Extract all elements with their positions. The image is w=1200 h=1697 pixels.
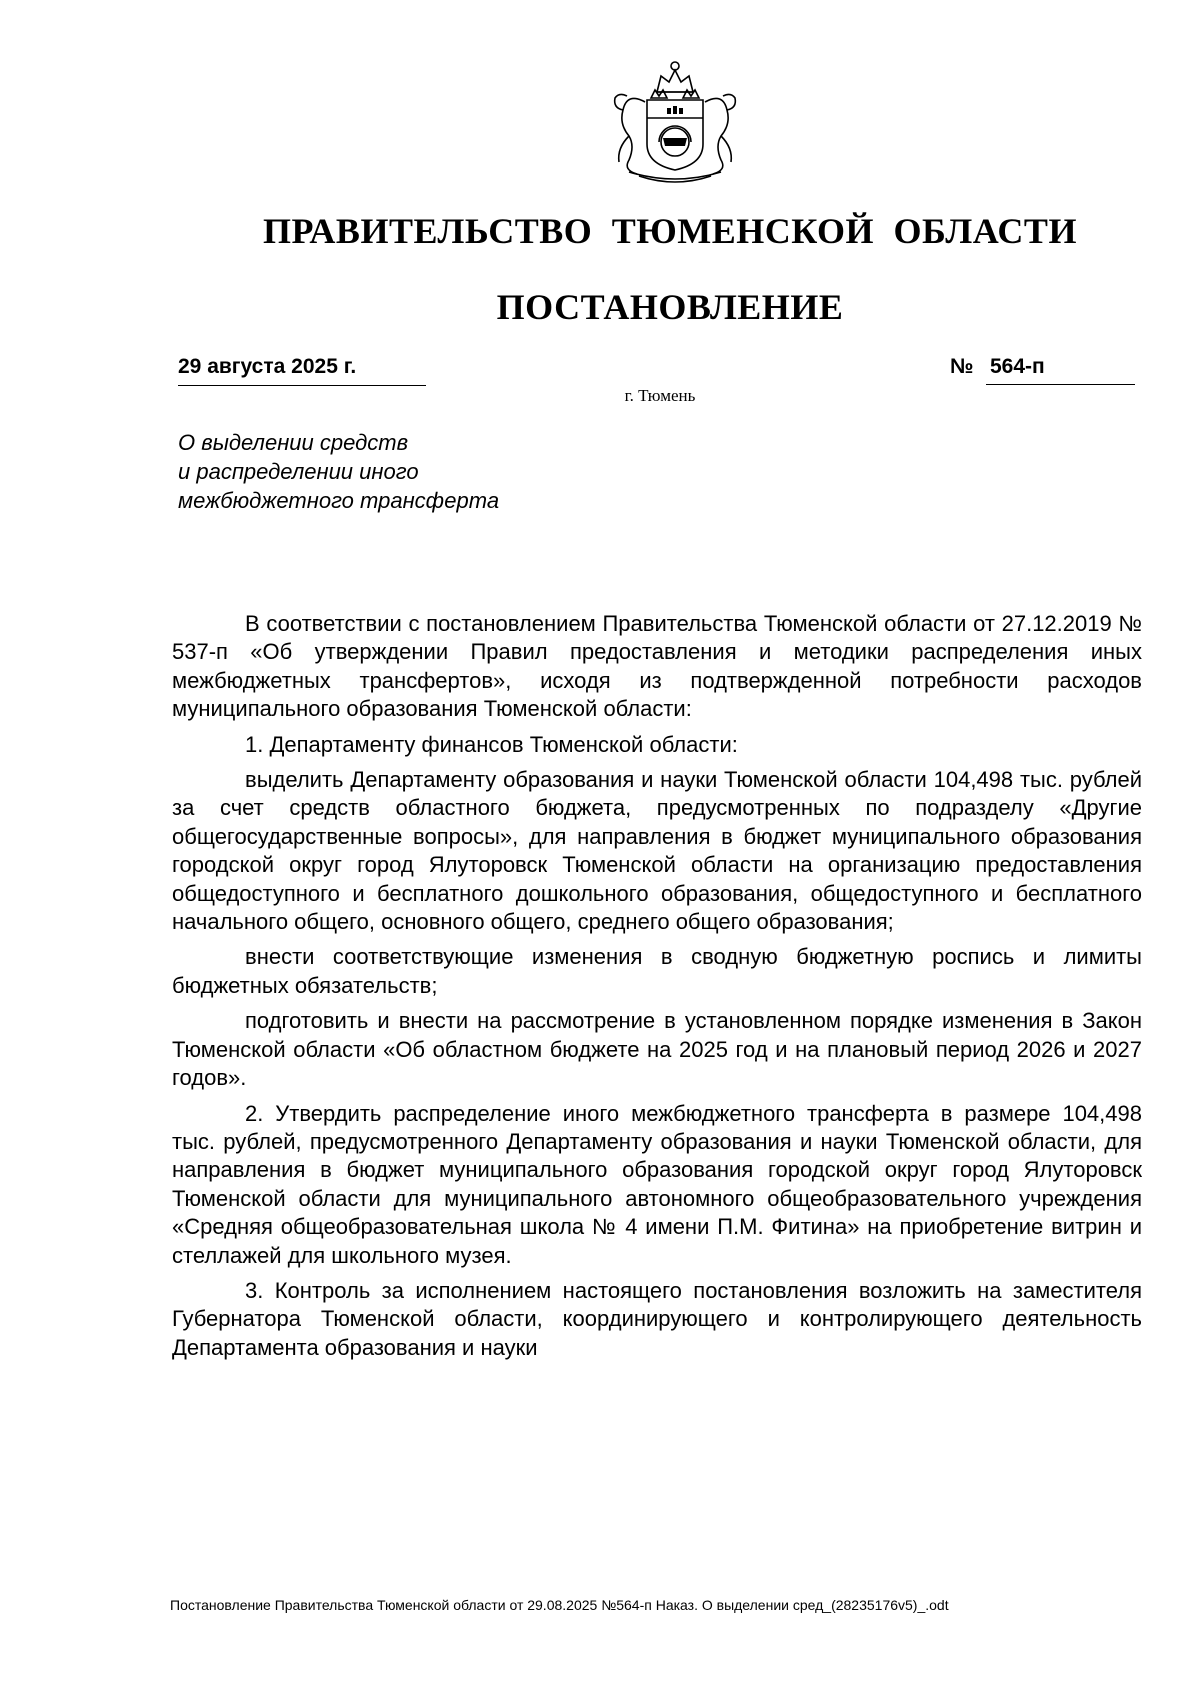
document-subject [178, 428, 499, 515]
document-footer: Постановление Правительства Тюменской области от 29.08.2025 №564-п Наказ. О выделении сред_(28235176v5)_.odt [170, 1597, 949, 1613]
city-label: г. Тюмень [624, 386, 696, 405]
body-paragraph: 3. Контроль за исполнением настоящего постановления возложить на заместителя Губернатора Тюменской области, координирующего и контролирующего деятельность Департамента образования и науки [172, 1277, 1142, 1360]
body-paragraph: внести соответствующие изменения в сводную бюджетную роспись и лимиты бюджетных обязательств; [172, 944, 1142, 998]
body-paragraph: выделить Департаменту образования и науки Тюменской области 104,498 тыс. рублей за счет средств областного бюджета, предусмотренных по подразделу «Другие общегосударственные вопросы», для направления в бюджет муниципального образования городской округ город Ялуторовск Тюменской области на организацию предоставления общедоступного и бесплатного дошкольного образования, общедоступного и бесплатного начального общего, основного общего, среднего общего образования; [172, 767, 1142, 935]
body-paragraph: В соответствии с постановлением Правительства Тюменской области от 27.12.2019 № 537-п «Об утверждении Правил предоставления и методики распределения иных межбюджетных трансфертов», исходя из подтвержденной потребности расходов муниципального образования Тюменской области: [172, 611, 1142, 722]
subject-line: О выделении средств [178, 430, 409, 455]
body-paragraph: подготовить и внести на рассмотрение в установленном порядке изменения в Закон Тюменской области «Об областном бюджете на 2025 год и на плановый период 2026 и 2027 годов». [172, 1008, 1142, 1091]
coat-of-arms-icon [589, 52, 761, 184]
document-number-field [950, 355, 1135, 385]
number-sign: № [950, 355, 974, 378]
organization-title: ПРАВИТЕЛЬСТВО ТЮМЕНСКОЙ ОБЛАСТИ [263, 211, 1077, 251]
body-paragraph: 2. Утвердить распределение иного межбюджетного трансферта в размере 104,498 тыс. рублей, предусмотренного Департаменту образования и науки Тюменской области, для направления в бюджет муниципального образования городской округ город Ялуторовск Тюменской области для муниципального автономного общеобразовательного учреждения «Средняя общеобразовательная школа № 4 имени П.М. Фитина» на приобретение витрин и стеллажей для школьного музея. [172, 1100, 1142, 1268]
document-date-field [178, 355, 426, 386]
document-type-title: ПОСТАНОВЛЕНИЕ [496, 287, 844, 327]
subject-line: и распределении иного [178, 459, 419, 484]
subject-line: межбюджетного трансферта [178, 488, 500, 513]
document-date: 29 августа 2025 г. [178, 355, 357, 378]
document-body [172, 610, 1142, 1369]
body-paragraph: 1. Департаменту финансов Тюменской области: [245, 731, 738, 757]
document-number: 564-п [986, 355, 1135, 385]
